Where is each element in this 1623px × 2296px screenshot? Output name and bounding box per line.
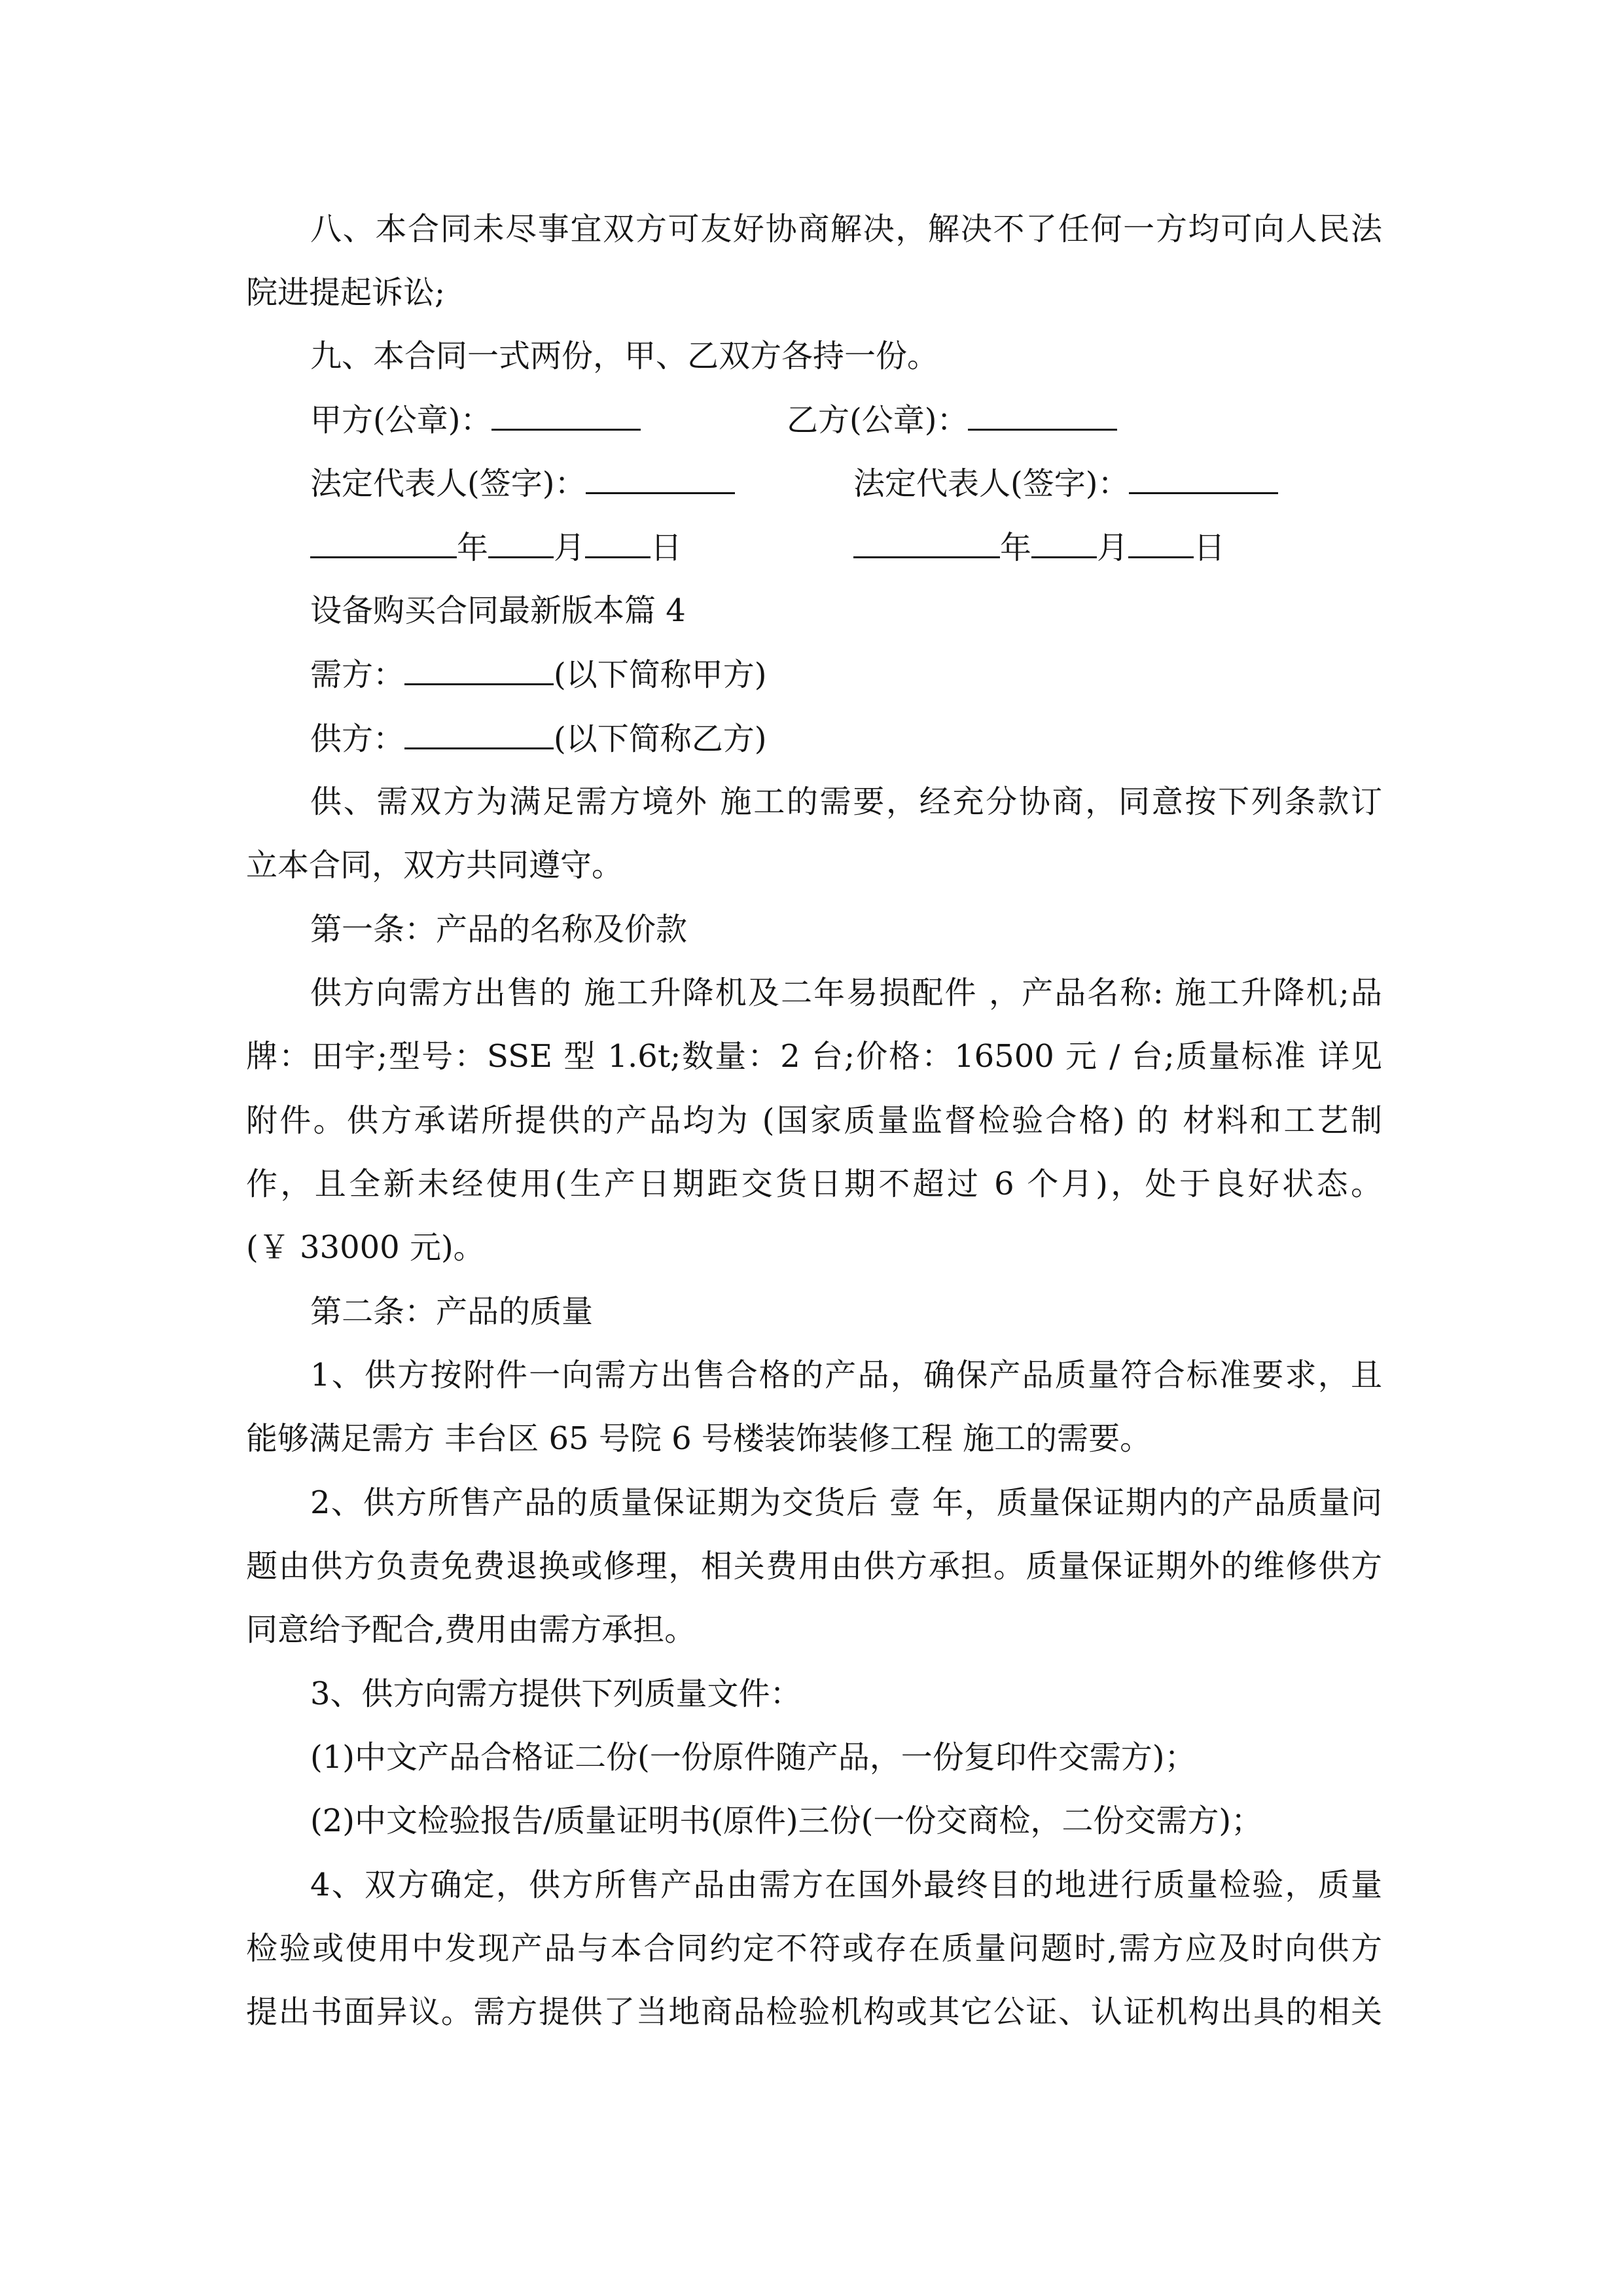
body-line: (2)中文检验报告/质量证明书(原件)三份(一份交商检，二份交需方)； [310,1803,1263,1839]
date-b [853,528,1382,567]
party-b-seal [787,400,1315,439]
body-line: 2、供方所售产品的质量保证期为交货后 壹 年，质量保证期内的产品质量问 [310,1484,1382,1521]
clause-8-line-2: 院进提起诉讼; [246,274,446,311]
body-line: 检验或使用中发现产品与本合同约定不符或存在质量问题时,需方应及时向供方 [246,1930,1382,1967]
article-1-title: 第一条：产品的名称及价款 [310,911,688,948]
supply-note: (以下简称乙方) [554,721,767,757]
body-line: 3、供方向需方提供下列质量文件： [310,1676,802,1712]
day-a-label: 日 [651,529,683,566]
demand-blank [404,655,554,685]
demand-party [310,655,1382,694]
body-line: 供、需双方为满足需方境外 施工的需要，经充分协商，同意按下列条款订 [310,783,1382,820]
section-heading: 设备购买合同最新版本篇 4 [310,592,686,629]
body-line: 同意给予配合,费用由需方承担。 [246,1611,696,1648]
demand-note: (以下简称甲方) [554,656,767,693]
month-a-blank [488,528,554,558]
year-a-blank [310,528,457,558]
supply-party [310,719,1382,758]
body-line: 4、双方确定，供方所售产品由需方在国外最终目的地进行质量检验，质量 [310,1867,1382,1903]
party-b-blank [968,400,1117,431]
rep-a-label: 法定代表人(签字)： [310,465,586,502]
party-a-label: 甲方(公章)： [310,402,492,439]
day-b-blank [1128,528,1194,558]
body-line: 题由供方负责免费退换或修理，相关费用由供方承担。质量保证期外的维修供方 [246,1548,1382,1585]
party-b-label: 乙方(公章)： [787,402,969,439]
article-2-title: 第二条：产品的质量 [310,1293,594,1330]
body-line: 附件。供方承诺所提供的产品均为 (国家质量监督检验合格) 的 材料和工艺制 [246,1102,1382,1139]
rep-b-sign [853,463,1382,503]
body-line: 牌：田宇;型号：SSE 型 1.6t;数量：2 台;价格：16500 元 / 台;质量标准 详见 [246,1038,1382,1075]
date-a [310,528,808,567]
month-a-label: 月 [554,529,586,566]
day-a-blank [585,528,651,558]
day-b-label: 日 [1194,529,1226,566]
body-line: 供方向需方出售的 施工升降机及二年易损配件 ，产品名称: 施工升降机;品 [310,975,1382,1011]
clause-9: 九、本合同一式两份，甲、乙双方各持一份。 [310,338,939,374]
year-a-label: 年 [457,529,489,566]
body-line: 1、供方按附件一向需方出售合格的产品，确保产品质量符合标准要求，且 [310,1357,1382,1393]
year-b-blank [853,528,1000,558]
body-line: 立本合同，双方共同遵守。 [246,847,624,884]
rep-b-blank [1129,463,1278,494]
body-line: 能够满足需方 丰台区 65 号院 6 号楼装饰装修工程 施工的需要。 [246,1420,1152,1457]
supply-label: 供方： [310,721,405,757]
body-line: 提出书面异议。需方提供了当地商品检验机构或其它公证、认证机构出具的相关 [246,1994,1382,2030]
month-b-blank [1031,528,1097,558]
rep-a-sign [310,463,808,503]
demand-label: 需方： [310,656,405,693]
rep-b-label: 法定代表人(签字)： [853,465,1130,502]
party-a-seal [310,400,768,439]
clause-8-line-1: 八、本合同未尽事宜双方可友好协商解决，解决不了任何一方均可向人民法 [310,211,1382,247]
total-amount: (￥ 33000 元)。 [246,1229,485,1266]
body-line: 作，且全新未经使用(生产日期距交货日期不超过 6 个月)，处于良好状态。 [246,1166,1382,1202]
body-line: (1)中文产品合格证二份(一份原件随产品，一份复印件交需方)； [310,1739,1196,1776]
supply-blank [404,719,554,749]
rep-a-blank [586,463,735,494]
year-b-label: 年 [1000,529,1032,566]
month-b-label: 月 [1097,529,1129,566]
party-a-blank [491,400,641,431]
